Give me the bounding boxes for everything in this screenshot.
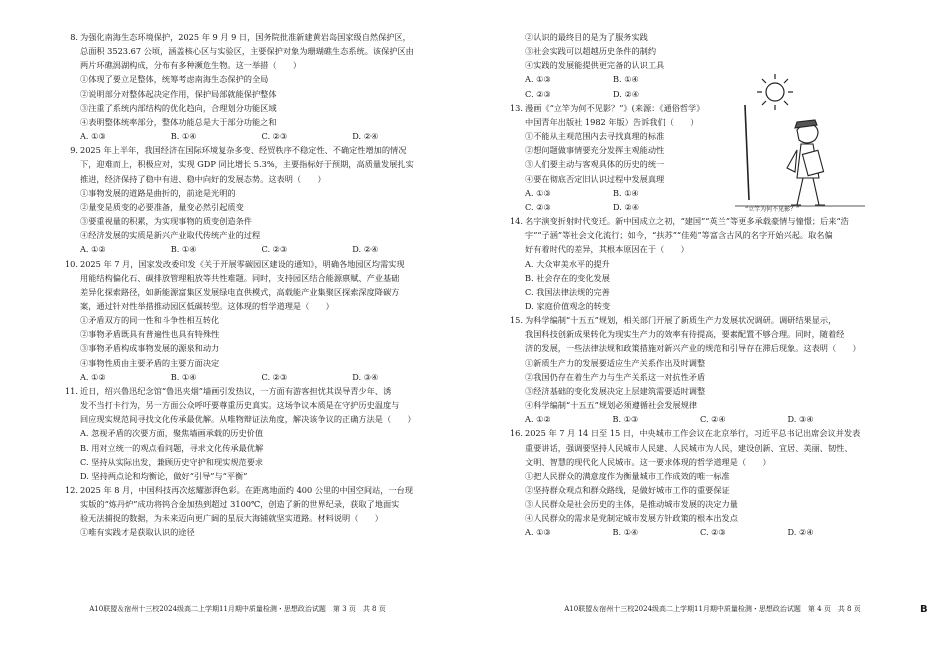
question-text: 近日，绍兴鲁迅纪念馆“鲁迅夹烟”墙画引发热议，一方面有游客担忧其误导青少年、诱 (80, 385, 392, 396)
statement-item: ②认识的最终目的是为了服务实践 (525, 32, 648, 42)
question-10 (60, 257, 443, 384)
statement-item: ②事物矛盾既具有普遍性也具有特殊性 (80, 329, 220, 340)
question-number: 8. (70, 32, 78, 42)
statement-item: ②量变是质变的必要准备，量变必然引起质变 (80, 201, 244, 212)
statement-item: ①矛盾双方的同一性和斗争性相互转化 (80, 315, 220, 326)
option-a: A. ①③ (525, 74, 551, 85)
option-d: D. ②④ (352, 131, 379, 142)
option-b: B. ①④ (170, 131, 197, 142)
question-text: 发不当打卡行为，另一方面公众呼吁要尊重历史真实。这场争议本质是在守护历史温度与 (80, 400, 400, 411)
question-text: 为科学编制“十五五”规划，相关部门开展了新质生产力发展状况调研。调研结果显示， (525, 315, 837, 326)
choice-item: A. 大众审美水平的提升 (525, 258, 610, 269)
statement-item: ④表明整体统率部分，整体功能总是大于部分功能之和 (80, 116, 277, 127)
option-d: D. ③④ (787, 414, 814, 425)
option-a: A. ①③ (525, 527, 551, 538)
choice-item: C. 我国法律法规的完善 (525, 286, 610, 297)
statement-item: ④人民群众的需求是党制定城市发展方针政策的根本出发点 (525, 513, 738, 524)
statement-item: ③事物矛盾构成事物发展的源泉和动力 (80, 343, 220, 354)
question-8 (60, 30, 443, 143)
question-text: 名字演变折射时代变迁。新中国成立之初，“建国”“英兰”等更多承载豪情与憧憬；后来“浩 (525, 216, 849, 227)
option-c: C. ②③ (261, 371, 288, 382)
question-9 (60, 143, 443, 256)
question-number: 16. (509, 428, 523, 439)
question-14 (505, 214, 875, 313)
question-text: 宇”“子涵”等社会文化流行；如今，“扶苏”“佳苑”等富含古风的名字开始兴起。取名偏 (525, 230, 833, 241)
question-number: 10. (64, 258, 78, 269)
statement-item: ③社会实践可以超越历史条件的制约 (525, 46, 657, 57)
question-text: 2025 年上半年，我国经济在国际环境复杂多变、经贸秩序不稳定性、不确定性增加的情况 (80, 145, 407, 156)
statement-item: ③经济基础的变化发展决定上层建筑需要适时调整 (525, 385, 706, 396)
question-11 (60, 384, 443, 483)
answer-options (80, 129, 443, 143)
option-b: B. ①④ (170, 244, 197, 255)
question-text: 差异化探索路径，如新能源富集区发展绿电直供模式，高载能产业集聚区探索深度降碳方 (80, 286, 400, 297)
option-b: B. ①④ (613, 74, 639, 85)
question-text: 重要讲话，强调要坚持人民城市人民建、人民城市为人民，建设创新、宜居、美丽、韧性、 (525, 442, 853, 453)
question-text: 中国青年出版社 1982 年版）告诉我们（ ） (525, 116, 699, 127)
question-text: 用能结构偏化石、碳排放管理粗放等共性难题。同时，支持园区结合能源禀赋、产业基础 (80, 272, 400, 283)
answer-options (80, 242, 443, 256)
statement-item: ④科学编制“十五五”规划必须遵循社会发展规律 (525, 400, 698, 411)
question-text: 总面积 3523.67 公顷，涵盖核心区与实验区，主要保护对象为珊瑚礁生态系统。该保护区由 (80, 46, 414, 57)
question-text: 推进，经济保持了稳中有进、稳中向好的发展态势。这表明（ ） (80, 173, 326, 184)
page-footer: A10联盟＆宿州十三校2024级高二上学期11月期中质量检测・思想政治试题 第 3 页 共 8 页 (89, 605, 386, 613)
option-d: D. ②④ (787, 527, 814, 538)
statement-item: ③要重视量的积累，为实现事物的质变创造条件 (80, 216, 252, 227)
question-text: 回应现实规范间寻找文化传承最优解。从唯物辩证法角度，解决该争议的正确方法是（ ） (80, 414, 416, 425)
option-c: C. ②④ (700, 414, 726, 425)
option-d: D. ②④ (352, 244, 379, 255)
statement-item: ①新质生产力的发展要适应生产关系作出及时调整 (525, 357, 706, 368)
question-text: 好有着时代的差异，其根本原因在于（ ） (525, 244, 689, 255)
question-number: 12. (64, 485, 78, 495)
answer-options (525, 412, 875, 426)
statement-item: ④要在彻底否定旧认识过程中发展真理 (525, 173, 665, 184)
question-text: 2025 年 7 月 14 日至 15 日，中央城市工作会议在北京举行，习近平总书记出席会议并发表 (525, 428, 861, 439)
statement-item: ②坚持群众观点和群众路线，是做好城市工作的重要保证 (525, 485, 730, 495)
question-text: 下，迎难而上，积极应对，实现 GDP 同比增长 5.3%，主要指标好于预期，高质量发展扎实 (80, 159, 414, 170)
option-d: D. ②④ (613, 201, 640, 212)
question-number: 11. (64, 385, 78, 396)
question-text: 案，通过针对性举措推动园区低碳转型。这体现的哲学道理是（ ） (80, 300, 334, 311)
statement-item: ③注重了系统内部结构的优化趋向，合理划分功能区域 (80, 102, 277, 113)
question-15 (505, 313, 875, 426)
question-text: 验无法捕捉的数据，为未来迈向更广阔的星辰大海铺就坚实道路。材料说明（ ） (80, 513, 383, 524)
option-b: B. ①④ (613, 187, 639, 198)
option-b: B. ①③ (612, 414, 639, 425)
answer-options (80, 370, 443, 384)
statement-item: ④实践的发展能提供更完备的认识工具 (525, 60, 665, 71)
question-number: 13. (509, 102, 523, 113)
question-text: 2025 年 8 月，中国科技再次炫耀澎湃色彩。在距离地面约 400 公里的中国空间站，一台现 (80, 485, 414, 495)
answer-options (525, 200, 750, 214)
question-text: 2025 年 7 月，国家发改委印发《关于开展零碳园区建设的通知》，明确各地园区均需实现 (80, 258, 405, 269)
answer-options (525, 525, 875, 539)
statement-item: ②我国仍存在着生产力与生产关系这一对抗性矛盾 (525, 371, 706, 382)
statement-item: ④经济发展的实质是新兴产业取代传统产业的过程 (80, 230, 261, 241)
choice-item: B. 社会存在的变化发展 (525, 272, 610, 283)
option-c: C. ②③ (525, 201, 551, 212)
cartoon-caption: “立竿为何不见影？” (745, 206, 800, 213)
question-text: 我国科技创新成果转化为现实生产力的效率有待提高，要素配置不够合理。同时，随着经 (525, 329, 845, 340)
option-c: C. ②③ (261, 131, 288, 142)
stick-figure-pole (745, 105, 749, 200)
question-text: 实版的“炼丹炉”成功将钨合金加热到超过 3100℃，创造了新的世界纪录，获取了地面实 (80, 499, 400, 510)
question-number: 9. (70, 145, 78, 156)
question-16 (505, 426, 875, 539)
statement-item: ③人民群众是社会历史的主体，是推动城市发展的决定力量 (525, 499, 738, 510)
choice-item: D. 家庭价值观念的转变 (525, 300, 611, 311)
sun-icon (757, 74, 793, 110)
question-text: 漫画《“立竿为何不见影？”》(来源：《通俗哲学》 (525, 102, 705, 113)
left-column (60, 30, 443, 540)
statement-item: ①唯有实践才是获取认识的途径 (80, 527, 195, 538)
statement-item: ②想问题做事情要充分发挥主观能动性 (525, 145, 665, 156)
option-d: D. ②④ (613, 88, 640, 99)
statement-item: ①体现了要立足整体，统筹考虑南海生态保护的全局 (80, 74, 269, 85)
option-a: A. ①③ (525, 187, 551, 198)
question-text: 济的发展，一些法律法规和政策措施对新兴产业的规范和引导存在滞后现象。这表明（ ） (525, 343, 861, 354)
page-footer: A10联盟＆宿州十三校2024级高二上学期11月期中质量检测・思想政治试题 第 4 页 共 8 页 (564, 605, 861, 613)
question-number: 15. (509, 315, 523, 326)
option-a: A. ①② (525, 414, 551, 425)
choice-item: C. 坚持从实际出发，兼顾历史守护和现实规范要求 (80, 456, 264, 467)
question-text: 两片环礁潟湖构成，分布有多种濒危生物。这一举措（ ） (80, 60, 302, 71)
choice-item: B. 用对立统一的观点看问题，寻求文化传承最优解 (80, 442, 264, 453)
option-b: B. ①④ (170, 371, 197, 382)
option-c: C. ②③ (525, 88, 551, 99)
choice-item: A. 忽视矛盾的次要方面，聚焦墙画承载的历史价值 (80, 428, 264, 439)
question-text: 为强化南海生态环境保护，2025 年 9 月 9 日，国务院批准新建黄岩岛国家级自然保护区， (80, 32, 411, 42)
statement-item: ①事物发展的道路是曲折的，前途是光明的 (80, 187, 236, 198)
question-number: 14. (509, 216, 523, 227)
statement-item: ②说明部分对整体起决定作用，保护局部就能保护整体 (80, 88, 277, 99)
option-a: A. ①② (80, 244, 106, 255)
option-a: A. ①② (80, 371, 106, 382)
version-mark: B (920, 604, 928, 615)
option-c: C. ②③ (261, 244, 288, 255)
question-13 (505, 101, 750, 214)
statement-item: ③人们要主动与客观具体的历史的统一 (525, 159, 665, 170)
question-12 (60, 483, 443, 540)
statement-item: ①把人民群众的满意度作为衡量城市工作成效的唯一标准 (525, 470, 730, 481)
option-c: C. ②③ (700, 527, 726, 538)
answer-options (525, 186, 750, 200)
question-text: 文明、智慧的现代化人民城市。这一要求体现的哲学道理是（ ） (525, 456, 771, 467)
person-figure (787, 120, 825, 205)
option-d: D. ③④ (352, 371, 379, 382)
choice-item: D. 坚持两点论和均衡论，做好“引导”与“平衡” (80, 470, 248, 481)
statement-item: ①不能从主观范围内去寻找真理的标准 (525, 131, 665, 142)
cartoon-illustration (735, 70, 865, 220)
statement-item: ④事物性质由主要矛盾的主要方面决定 (80, 357, 220, 368)
option-a: A. ①③ (80, 131, 106, 142)
option-b: B. ①④ (612, 527, 639, 538)
